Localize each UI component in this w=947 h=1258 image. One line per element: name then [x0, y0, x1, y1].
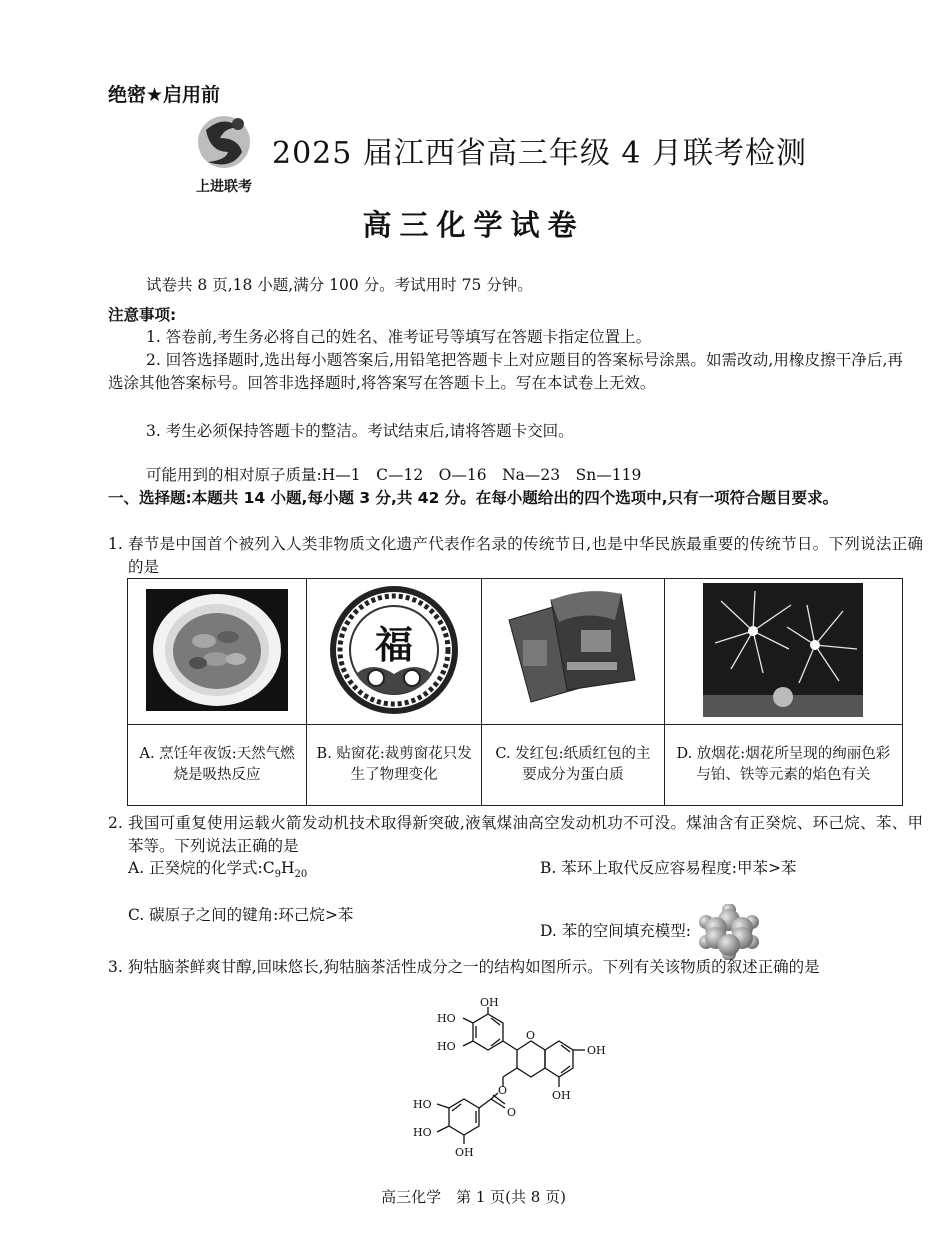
red-envelope-photo: [503, 590, 643, 710]
oh-label-lower: OH: [552, 1089, 571, 1102]
q1-option-a: A. 烹饪年夜饭:天然气燃烧是吸热反应: [128, 725, 307, 806]
ho-label-1: HO: [437, 1012, 456, 1025]
logo-swirl-icon: [186, 112, 262, 176]
ho-label-3: HO: [413, 1098, 432, 1111]
ho-label-4: HO: [413, 1126, 432, 1139]
atomic-masses: 可能用到的相对原子质量:H—1 C—12 O—16 Na—23 Sn—119: [146, 466, 642, 484]
logo-text: 上进联考: [196, 179, 252, 195]
question-1-stem: 1. 春节是中国首个被列入人类非物质文化遗产代表作名录的传统节日,也是中华民族最重要的传统节日。下列说法正确的是: [108, 535, 923, 576]
question-3-stem: 3. 狗牯脑茶鲜爽甘醇,回味悠长,狗牯脑茶活性成分之一的结构如图所示。下列有关该物质的叙述正确的是: [108, 958, 820, 976]
oh-label-bottom: OH: [455, 1146, 474, 1159]
carbonyl-oxygen-label: O: [507, 1106, 517, 1119]
paper-title: 高三化学试卷: [362, 208, 585, 242]
question-2-stem: 2. 我国可重复使用运载火箭发动机技术取得新突破,液氧煤油高空发动机功不可没。煤油含有正癸烷、环己烷、苯、甲苯等。下列说法正确的是: [108, 814, 923, 855]
page-footer: 高三化学 第 1 页(共 8 页): [381, 1188, 566, 1206]
notice-heading: 注意事项:: [108, 306, 177, 324]
ester-oxygen-label: O: [498, 1084, 508, 1097]
q2-option-b: B. 苯环上取代反应容易程度:甲苯>苯: [540, 859, 797, 877]
benzene-space-filling-model: [696, 904, 762, 960]
q1-image-cell-c: [482, 579, 664, 725]
exam-info: 试卷共 8 页,18 小题,满分 100 分。考试用时 75 分钟。: [146, 276, 533, 294]
q1-option-d: D. 放烟花:烟花所呈现的绚丽色彩与铂、铁等元素的焰色有关: [664, 725, 902, 806]
oh-label-right: OH: [587, 1044, 606, 1057]
oh-label-top: OH: [480, 996, 499, 1009]
exam-logo: [186, 112, 262, 196]
ring-oxygen-label: O: [526, 1029, 536, 1042]
q1-image-cell-d: [664, 579, 902, 725]
secret-label: 绝密★启用前: [108, 84, 221, 106]
q1-option-b: B. 贴窗花:裁剪窗花只发生了物理变化: [307, 725, 482, 806]
notice-item-2: 2. 回答选择题时,选出每小题答案后,用铅笔把答题卡上对应题目的答案标号涂黑。如需改动,用橡皮擦干净后,再选涂其他答案标号。回答非选择题时,将答案写在答题卡上。写在本试卷上无效。: [108, 351, 903, 392]
notice-item-1: 1. 答卷前,考生务必将自己的姓名、准考证号等填写在答题卡指定位置上。: [146, 328, 652, 346]
q1-image-cell-a: [128, 579, 307, 725]
q1-image-cell-b: [307, 579, 482, 725]
q2-option-c: C. 碳原子之间的键角:环己烷>苯: [128, 906, 354, 924]
q2-option-d: D. 苯的空间填充模型:: [540, 904, 762, 960]
fu-character: 福: [375, 621, 414, 667]
fireworks-photo: [703, 583, 863, 717]
notice-item-3: 3. 考生必须保持答题卡的整洁。考试结束后,请将答题卡交回。: [146, 422, 574, 440]
section-heading: 一、选择题:本题共 14 小题,每小题 3 分,共 42 分。在每小题给出的四个选项中,只有一项符合题目要求。: [108, 489, 839, 507]
question-1-table: [127, 578, 903, 806]
dish-photo: [146, 589, 288, 711]
molecule-structure-diagram: [405, 996, 620, 1172]
q2-option-a: A. 正癸烷的化学式$:C_9H_{20}$: [128, 859, 308, 881]
paper-cutting-photo: [326, 582, 462, 718]
ho-label-2: HO: [437, 1040, 456, 1053]
exam-title: 2025 届江西省高三年级 4 月联考检测: [272, 136, 808, 171]
q1-option-c: C. 发红包:纸质红包的主要成分为蛋白质: [482, 725, 664, 806]
